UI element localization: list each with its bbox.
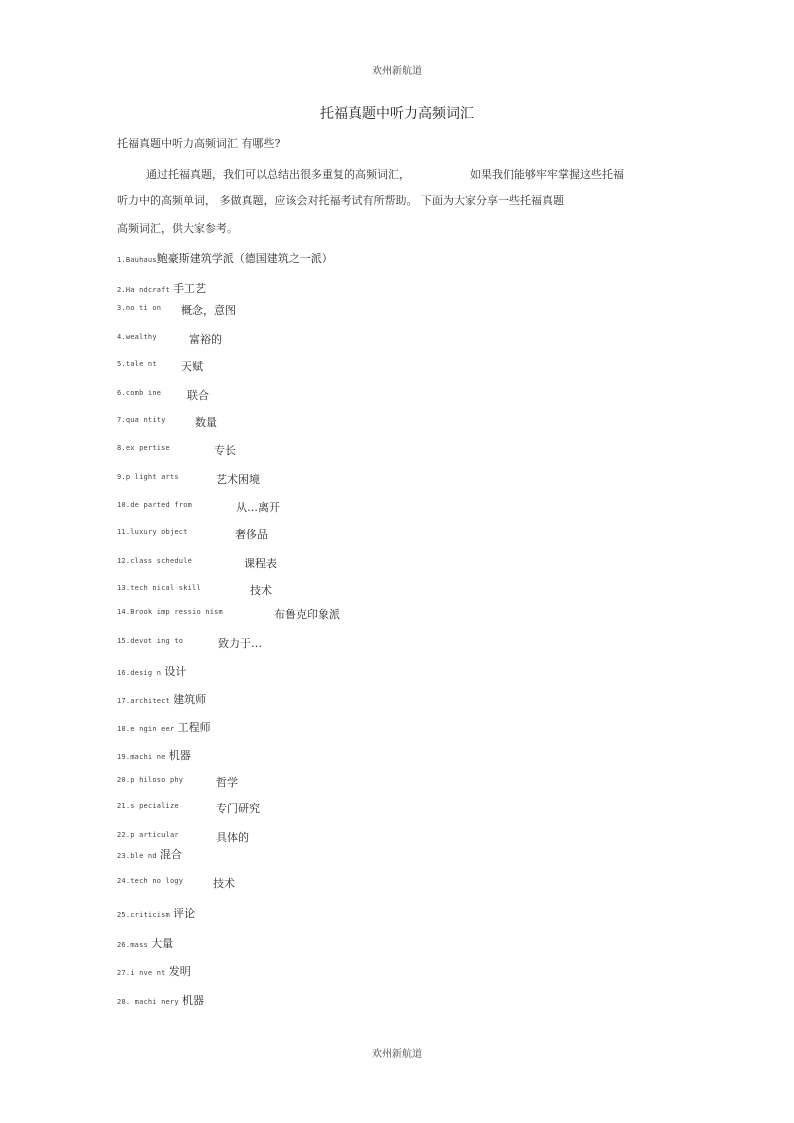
- vocab-english: 1.Bauhaus: [117, 256, 157, 264]
- vocab-english: 21.s pecialize: [117, 802, 179, 810]
- vocab-item: [117, 499, 280, 514]
- vocab-english: 23.ble nd: [117, 852, 157, 860]
- vocab-item: [117, 774, 238, 789]
- intro-line-2: 听力中的高频单词， 多做真题，应该会对托福考试有所帮助。 下面为大家分享一些托福真题: [117, 194, 564, 207]
- vocab-item: [117, 358, 203, 373]
- vocab-item: [117, 250, 333, 266]
- vocab-english: 9.p light arts: [117, 473, 179, 481]
- vocab-chinese: 设计: [164, 665, 187, 678]
- page-footer: 欢州新航道: [372, 1049, 422, 1060]
- intro-line-3: 高频词汇，供大家参考。: [117, 222, 238, 235]
- vocab-chinese: 课程表: [244, 557, 277, 570]
- vocab-chinese: 布鲁克印象派: [274, 608, 340, 621]
- vocab-chinese: 发明: [168, 965, 191, 978]
- vocab-chinese: 大量: [151, 937, 174, 950]
- vocab-english: 5.tale nt: [117, 360, 157, 368]
- vocab-chinese: 哲学: [216, 776, 238, 789]
- vocab-english: 15.devot ing to: [117, 637, 184, 645]
- vocab-english: 3.no ti on: [117, 304, 162, 312]
- vocab-item: [117, 935, 173, 951]
- vocab-chinese: 奢侈品: [235, 528, 268, 541]
- vocab-chinese: 建筑师: [173, 693, 207, 706]
- vocab-item: [117, 875, 235, 890]
- vocab-chinese: 机器: [182, 994, 204, 1007]
- vocab-item: [117, 635, 262, 650]
- vocab-chinese: 富裕的: [189, 333, 222, 346]
- vocab-item: [117, 800, 260, 815]
- vocab-item: [117, 414, 217, 429]
- vocab-english: 20.p hiloso phy: [117, 776, 184, 784]
- vocab-item: [117, 526, 268, 541]
- vocab-chinese: 联合: [187, 389, 209, 402]
- vocab-item: [117, 280, 206, 296]
- vocab-item: [117, 582, 272, 597]
- vocab-english: 17.architect: [117, 697, 170, 705]
- intro-line-1b: 如果我们能够牢牢掌握这些托福: [470, 168, 624, 181]
- vocab-item: [117, 829, 249, 844]
- vocab-english: 28. machi nery: [117, 998, 179, 1006]
- vocab-english: 27.i nve nt: [117, 969, 166, 977]
- page-title: 托福真题中听力高频词汇: [320, 106, 474, 122]
- vocab-english: 8.ex pertise: [117, 444, 170, 452]
- vocab-item: [117, 846, 182, 862]
- vocab-item: [117, 963, 191, 979]
- vocab-item: [117, 471, 260, 486]
- vocab-item: [117, 331, 222, 346]
- vocab-english: 11.luxury object: [117, 528, 188, 536]
- vocab-chinese: 致力于…: [218, 637, 262, 650]
- vocab-english: 12.class schedule: [117, 557, 193, 565]
- vocab-chinese: 概念，意图: [181, 304, 236, 317]
- page-header: 欢州新航道: [372, 66, 422, 77]
- vocab-english: 4.wealthy: [117, 333, 157, 341]
- vocab-english: 14.Brook imp ressio nism: [117, 608, 223, 616]
- subtitle: 托福真题中听力高频词汇 有哪些?: [117, 137, 281, 150]
- vocab-english: 7.qua ntity: [117, 416, 166, 424]
- vocab-item: [117, 905, 195, 921]
- vocab-english: 22.p articular: [117, 831, 179, 839]
- vocab-chinese: 混合: [159, 848, 182, 861]
- vocab-chinese: 天赋: [181, 360, 203, 373]
- vocab-chinese: 专门研究: [216, 802, 260, 815]
- vocab-english: 24.tech no logy: [117, 877, 184, 885]
- vocab-chinese: 专长: [214, 444, 236, 457]
- vocab-chinese: 技术: [213, 877, 235, 890]
- vocab-english: 13.tech nical skill: [117, 584, 201, 592]
- vocab-item: [117, 442, 236, 457]
- vocab-item: [117, 663, 186, 679]
- vocab-english: 26.mass: [117, 941, 148, 949]
- vocab-english: 19.machi ne: [117, 753, 166, 761]
- vocab-chinese: 评论: [173, 907, 196, 920]
- vocab-item: [117, 691, 206, 707]
- vocab-english: 18.e ngin eer: [117, 725, 175, 733]
- vocab-chinese: 机器: [168, 749, 191, 762]
- vocab-chinese: 手工艺: [173, 282, 207, 295]
- vocab-item: [117, 387, 209, 402]
- vocab-chinese: 工程师: [177, 721, 211, 734]
- vocab-english: 25.criticism: [117, 911, 170, 919]
- intro-line-1a: 通过托福真题，我们可以总结出很多重复的高频词汇，: [146, 168, 410, 181]
- vocab-item: [117, 747, 191, 763]
- vocab-chinese: 技术: [250, 584, 272, 597]
- vocab-english: 16.desig n: [117, 669, 162, 677]
- vocab-english: 2.Ha ndcraft: [117, 286, 170, 294]
- vocab-item: [117, 302, 236, 317]
- vocab-item: [117, 606, 340, 621]
- vocab-chinese: 具体的: [216, 831, 249, 844]
- vocab-english: 6.comb ine: [117, 389, 162, 397]
- vocab-chinese: 数量: [195, 416, 217, 429]
- vocab-english: 10.de parted from: [117, 501, 193, 509]
- vocab-item: [117, 992, 204, 1008]
- vocab-chinese: 从…离开: [236, 501, 280, 514]
- vocab-chinese: 鲍豪斯建筑学派（德国建筑之一派）: [156, 252, 333, 265]
- vocab-item: [117, 719, 211, 735]
- vocab-item: [117, 555, 277, 570]
- vocab-chinese: 艺术困境: [216, 473, 260, 486]
